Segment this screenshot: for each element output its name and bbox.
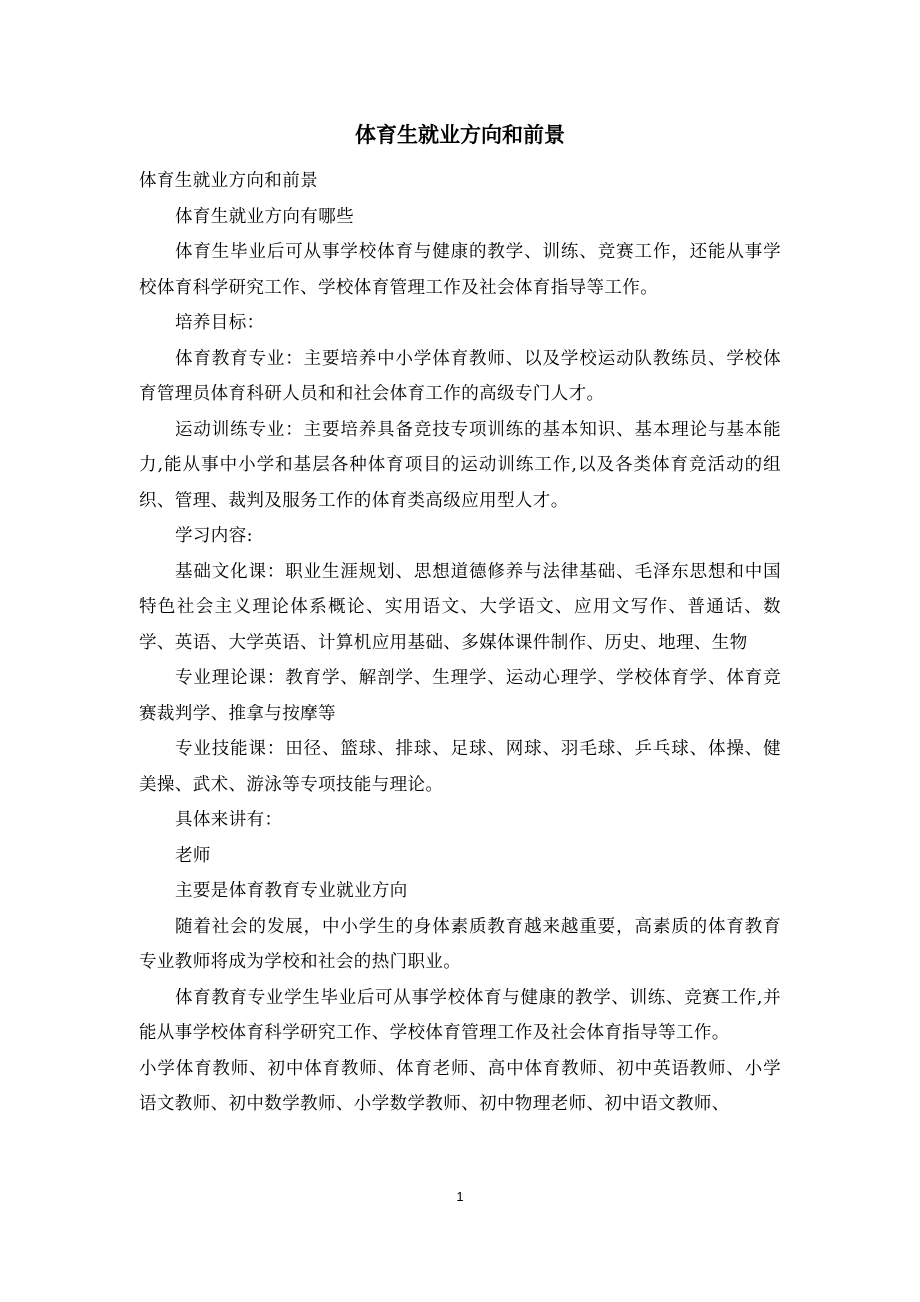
document-body bbox=[139, 164, 781, 1123]
paragraph: 培养目标： bbox=[175, 313, 265, 333]
paragraph: 体育教育专业：主要培养中小学体育教师、以及学校运动队教练员、学校体育管理员体育科研人员和和社会体育工作的高级专门人才。 bbox=[139, 348, 781, 404]
paragraph: 主要是体育教育专业就业方向 bbox=[175, 881, 408, 901]
paragraph: 体育生就业方向有哪些 bbox=[175, 206, 354, 227]
paragraph: 随着社会的发展，中小学生的身体素质教育越来越重要，高素质的体育教育专业教师将成为学校和社会的热门职业。 bbox=[139, 916, 781, 972]
page-number: 1 bbox=[456, 1189, 464, 1204]
paragraph: 学习内容: bbox=[175, 526, 253, 546]
paragraph: 体育教育专业学生毕业后可从事学校体育与健康的教学、训练、竞赛工作,并能从事学校体育科学研究工作、学校体育管理工作及社会体育指导等工作。 bbox=[139, 987, 781, 1043]
document-title: 体育生就业方向和前景 bbox=[355, 122, 565, 147]
paragraph: 专业理论课：教育学、解剖学、生理学、运动心理学、学校体育学、体育竞赛裁判学、推拿与按摩等 bbox=[139, 668, 781, 724]
paragraph: 老师 bbox=[175, 845, 211, 866]
paragraph: 基础文化课：职业生涯规划、思想道德修养与法律基础、毛泽东思想和中国特色社会主义理论体系概论、实用语文、大学语文、应用文写作、普通话、数学、英语、大学英语、计算机应用基础、多媒体课件制作、历史、地理、生物 bbox=[139, 561, 781, 653]
paragraph: 具体来讲有： bbox=[175, 810, 283, 830]
paragraph-heading: 体育生就业方向和前景 bbox=[139, 171, 318, 191]
paragraph: 体育生毕业后可从事学校体育与健康的教学、训练、竞赛工作，还能从事学校体育科学研究工作、学校体育管理工作及社会体育指导等工作。 bbox=[139, 242, 781, 298]
paragraph: 专业技能课：田径、篮球、排球、足球、网球、羽毛球、乒乓球、体操、健美操、武术、游泳等专项技能与理论。 bbox=[139, 739, 781, 795]
paragraph: 运动训练专业：主要培养具备竞技专项训练的基本知识、基本理论与基本能力,能从事中小学和基层各种体育项目的运动训练工作,以及各类体育竞活动的组织、管理、裁判及服务工作的体育类高级应用型人才。 bbox=[139, 419, 781, 511]
paragraph: 小学体育教师、初中体育教师、体育老师、高中体育教师、初中英语教师、小学语文教师、初中数学教师、小学数学教师、初中物理老师、初中语文教师、 bbox=[139, 1058, 781, 1114]
